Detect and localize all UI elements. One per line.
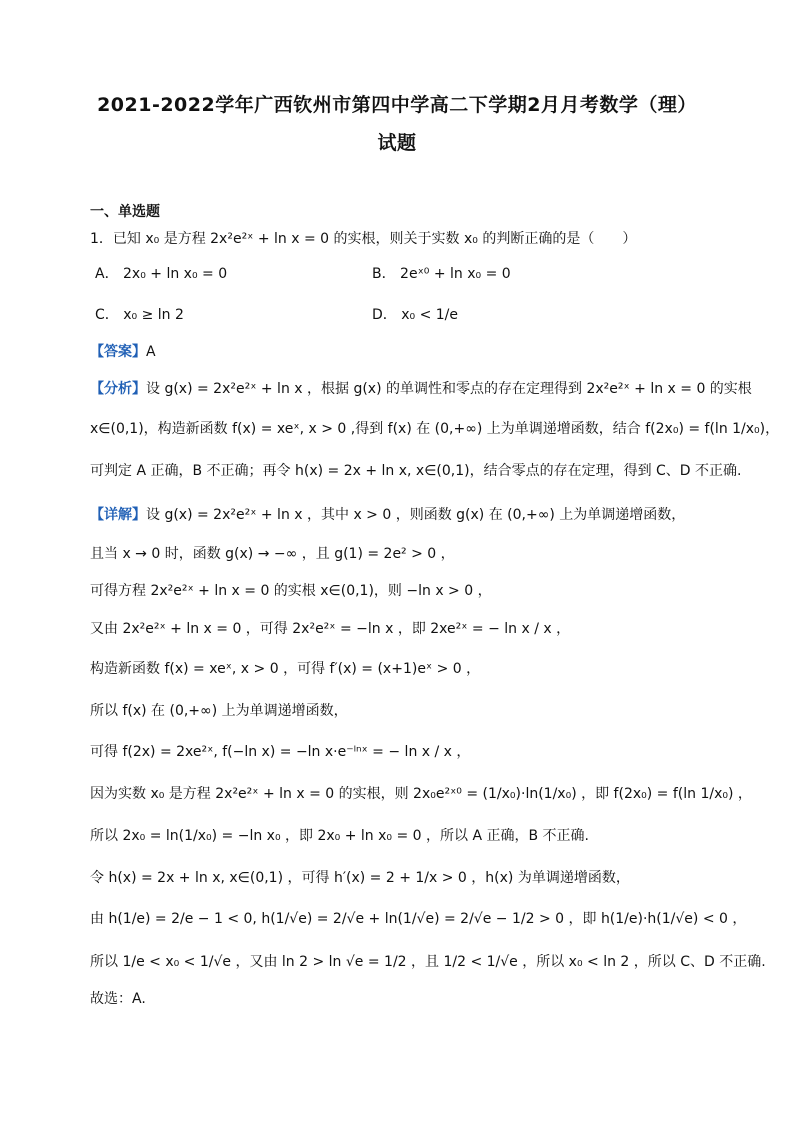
question-stem: 1．已知 x₀ 是方程 2x²e²ˣ + ln x = 0 的实根，则关于实数 x₀ 的判断正确的是（ ） [90, 231, 637, 247]
detail-line: 可得方程 2x²e²ˣ + ln x = 0 的实根 x∈(0,1)，则 −ln x > 0 ， [90, 583, 492, 599]
analysis-text: 设 g(x) = 2x²e²ˣ + ln x ，根据 g(x) 的单调性和零点的存在定理得到 2x²e²ˣ + ln x = 0 的实根 [146, 381, 752, 397]
detail-tag: 【详解】 [90, 507, 146, 523]
document-title-line2: 试题 [377, 132, 417, 154]
detail-line: 所以 f(x) 在 (0,+∞) 上为单调递增函数， [90, 703, 348, 719]
detail-text: 设 g(x) = 2x²e²ˣ + ln x ，其中 x > 0 ，则函数 g(x) 在 (0,+∞) 上为单调递增函数， [146, 507, 686, 523]
final-choice: 故选：A. [90, 991, 146, 1007]
analysis-line-1 [90, 380, 750, 398]
document-title: 2021-2022学年广西钦州市第四中学高二下学期2月月考数学（理） [97, 94, 697, 116]
answer-value: A [146, 344, 156, 360]
section-heading: 一、单选题 [90, 204, 160, 220]
detail-line: 可得 f(2x) = 2xe²ˣ, f(−ln x) = −ln x·e⁻ˡⁿˣ = − ln x / x ， [90, 744, 471, 760]
detail-line: 又由 2x²e²ˣ + ln x = 0 ，可得 2x²e²ˣ = −ln x ，即 2xe²ˣ = − ln x / x ， [90, 621, 571, 637]
answer-line [90, 343, 750, 361]
option-d: D． x₀ < 1/e [372, 307, 458, 323]
analysis-tag: 【分析】 [90, 381, 146, 397]
detail-line: 所以 1/e < x₀ < 1/√e ，又由 ln 2 > ln √e = 1/2 ，且 1/2 < 1/√e ，所以 x₀ < ln 2 ，所以 C、D 不正确. [90, 954, 766, 970]
answer-tag: 【答案】 [90, 344, 146, 360]
detail-line-1 [90, 506, 750, 524]
detail-line: 令 h(x) = 2x + ln x, x∈(0,1) ，可得 h′(x) = 2 + 1/x > 0 ，h(x) 为单调递增函数， [90, 870, 630, 886]
detail-line: 且当 x → 0 时，函数 g(x) → −∞ ，且 g(1) = 2e² > 0 ， [90, 546, 455, 562]
detail-line: 构造新函数 f(x) = xeˣ, x > 0 ，可得 f′(x) = (x+1)eˣ > 0 ， [90, 661, 481, 677]
detail-line: 因为实数 x₀ 是方程 2x²e²ˣ + ln x = 0 的实根，则 2x₀e²ˣ⁰ = (1/x₀)·ln(1/x₀) ，即 f(2x₀) = f(ln 1/x₀) ， [90, 786, 752, 802]
analysis-line-2: x∈(0,1)，构造新函数 f(x) = xeˣ, x > 0 ,得到 f(x) 在 (0,+∞) 上为单调递增函数，结合 f(2x₀) = f(ln 1/x₀)， [90, 421, 780, 437]
detail-line: 所以 2x₀ = ln(1/x₀) = −ln x₀ ，即 2x₀ + ln x₀ = 0 ，所以 A 正确，B 不正确. [90, 828, 589, 844]
option-b: B． 2eˣ⁰ + ln x₀ = 0 [372, 266, 511, 282]
detail-line: 由 h(1/e) = 2/e − 1 < 0, h(1/√e) = 2/√e + ln(1/√e) = 2/√e − 1/2 > 0 ，即 h(1/e)·h(1/√e) < 0 ， [90, 911, 747, 927]
analysis-line-3: 可判定 A 正确，B 不正确；再令 h(x) = 2x + ln x, x∈(0,1)，结合零点的存在定理，得到 C、D 不正确. [90, 463, 742, 479]
option-c: C． x₀ ≥ ln 2 [95, 307, 184, 323]
option-a: A． 2x₀ + ln x₀ = 0 [95, 266, 228, 282]
